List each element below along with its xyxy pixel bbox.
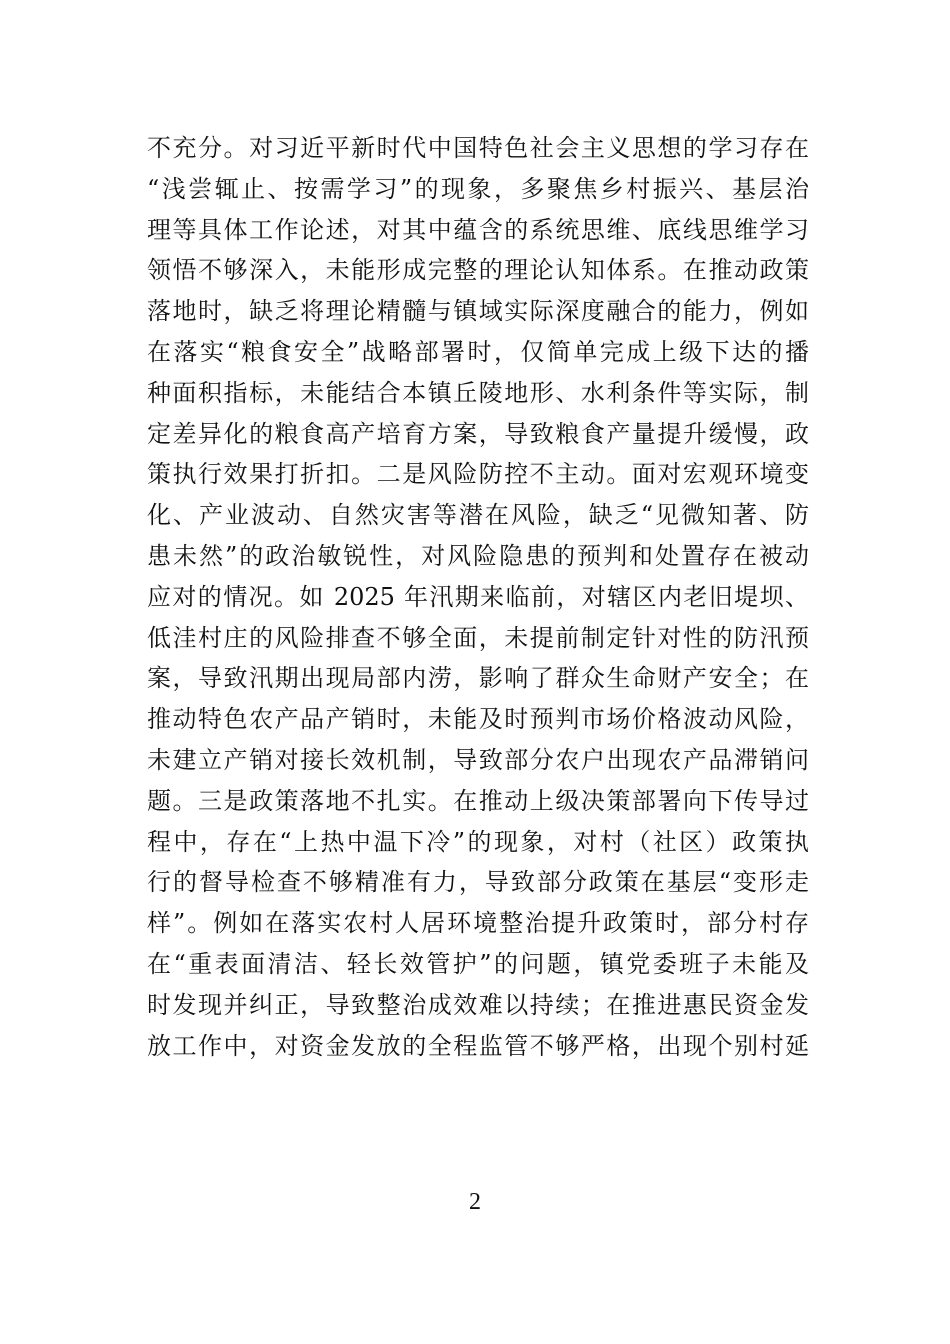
text-line: 推动特色农产品产销时，未能及时预判市场价格波动风险，: [147, 705, 809, 734]
text-line: 时发现并纠正，导致整治成效难以持续；在推进惠民资金发: [147, 990, 809, 1019]
text-line: 题。三是政策落地不扎实。在推动上级决策部署向下传导过: [147, 786, 809, 815]
text-line: “浅尝辄止、按需学习”的现象，多聚焦乡村振兴、基层治: [147, 174, 809, 203]
text-line: 放工作中，对资金发放的全程监管不够严格，出现个别村延: [147, 1031, 809, 1060]
text-line: 案，导致汛期出现局部内涝，影响了群众生命财产安全；在: [147, 664, 809, 693]
text-line: 低洼村庄的风险排查不够全面，未提前制定针对性的防汛预: [147, 623, 809, 652]
text-line: 定差异化的粮食高产培育方案，导致粮食产量提升缓慢，政: [147, 419, 809, 448]
text-line: 在“重表面清洁、轻长效管护”的问题，镇党委班子未能及: [147, 949, 809, 978]
text-line: 领悟不够深入，未能形成完整的理论认知体系。在推动政策: [147, 256, 809, 285]
page-number: 2: [469, 1189, 481, 1215]
text-line: 在落实“粮食安全”战略部署时，仅简单完成上级下达的播: [147, 337, 809, 366]
text-line: 不充分。对习近平新时代中国特色社会主义思想的学习存在: [147, 134, 809, 162]
text-line: 患未然”的政治敏锐性，对风险隐患的预判和处置存在被动: [147, 541, 809, 570]
text-line: 化、产业波动、自然灾害等潜在风险，缺乏“见微知著、防: [147, 501, 809, 530]
text-line: 应对的情况。如 2025 年汛期来临前，对辖区内老旧堤坝、: [147, 582, 809, 611]
text-line: 程中，存在“上热中温下冷”的现象，对村（社区）政策执: [147, 827, 809, 856]
body-text: [147, 128, 809, 1066]
text-line: 未建立产销对接长效机制，导致部分农户出现农产品滞销问: [147, 745, 809, 774]
text-line: 落地时，缺乏将理论精髓与镇域实际深度融合的能力，例如: [147, 297, 809, 326]
text-line: 策执行效果打折扣。二是风险防控不主动。面对宏观环境变: [147, 460, 809, 489]
text-line: 理等具体工作论述，对其中蕴含的系统思维、底线思维学习: [147, 215, 809, 244]
text-line: 种面积指标，未能结合本镇丘陵地形、水利条件等实际，制: [147, 378, 809, 407]
text-line: 行的督导检查不够精准有力，导致部分政策在基层“变形走: [147, 868, 809, 897]
text-line: 样”。例如在落实农村人居环境整治提升政策时，部分村存: [147, 909, 809, 938]
